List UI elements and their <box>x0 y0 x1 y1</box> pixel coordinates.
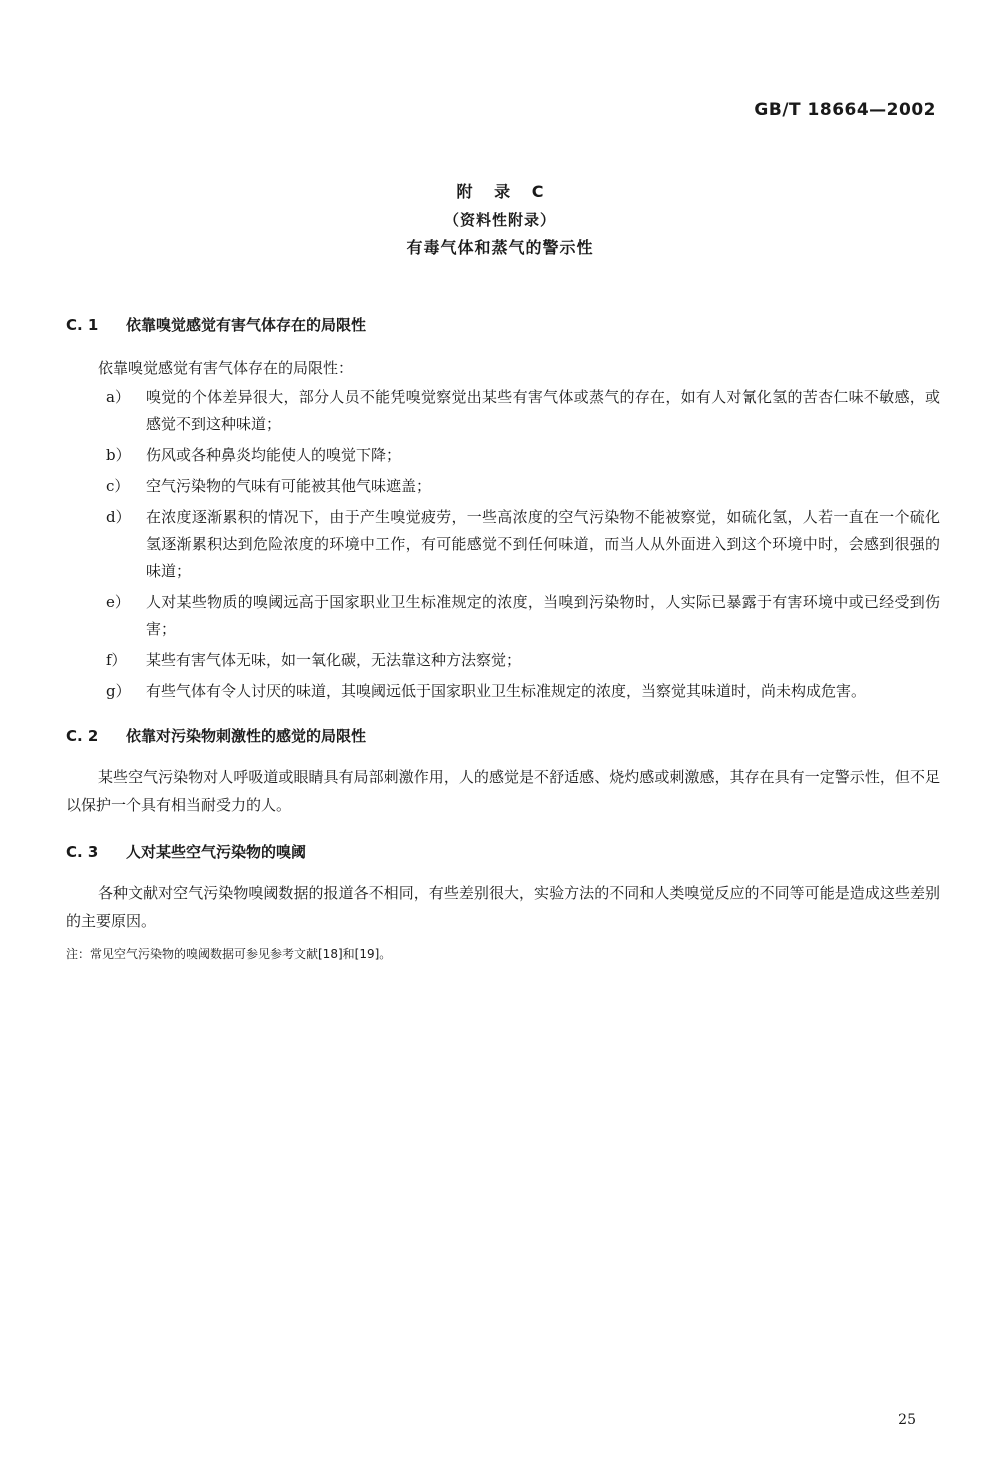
limitation-list <box>66 384 940 705</box>
annex-name: 有毒气体和蒸气的警示性 <box>406 238 594 257</box>
list-text: 伤风或各种鼻炎均能使人的嗅觉下降； <box>146 446 402 464</box>
section-title: 人对某些空气污染物的嗅阈 <box>126 843 307 861</box>
list-item <box>66 647 940 674</box>
section-number: C. 3 <box>66 843 99 861</box>
list-text: 嗅觉的个体差异很大，部分人员不能凭嗅觉察觉出某些有害气体或蒸气的存在，如有人对氰化氢的苦杏仁味不敏感，或感觉不到这种味道； <box>146 388 940 433</box>
list-marker: f） <box>106 651 127 669</box>
list-marker: e） <box>106 593 130 611</box>
section-note: 注：常见空气污染物的嗅阈数据可参见参考文献[18]和[19]。 <box>66 947 392 961</box>
section-title: 依靠对污染物刺激性的感觉的局限性 <box>126 727 367 745</box>
section-heading <box>66 839 940 865</box>
standard-code: GB/T 18664—2002 <box>754 100 936 120</box>
list-item <box>66 504 940 585</box>
list-item <box>66 442 940 469</box>
section-c2 <box>66 723 940 819</box>
section-body: 某些空气污染物对人呼吸道或眼睛具有局部刺激作用，人的感觉是不舒适感、烧灼感或刺激感，其存在具有一定警示性，但不足以保护一个具有相当耐受力的人。 <box>66 768 940 814</box>
list-marker: c） <box>106 477 130 495</box>
section-heading <box>66 312 940 338</box>
list-marker: a） <box>106 388 130 406</box>
list-marker: d） <box>106 508 131 526</box>
list-item <box>66 678 940 705</box>
list-text: 在浓度逐渐累积的情况下，由于产生嗅觉疲劳，一些高浓度的空气污染物不能被察觉，如硫化氢，人若一直在一个硫化氢逐渐累积达到危险浓度的环境中工作，有可能感觉不到任何味道，而当人从外面进入到这个环境中时，会感到很强的味道； <box>146 508 940 580</box>
document-body <box>66 312 940 965</box>
list-text: 空气污染物的气味有可能被其他气味遮盖； <box>146 477 432 495</box>
section-heading <box>66 723 940 749</box>
annex-title: 附 录 C <box>456 182 552 201</box>
section-title: 依靠嗅觉感觉有害气体存在的局限性 <box>126 316 367 334</box>
list-text: 人对某些物质的嗅阈远高于国家职业卫生标准规定的浓度，当嗅到污染物时，人实际已暴露于有害环境中或已经受到伤害； <box>146 593 940 638</box>
list-item <box>66 384 940 438</box>
section-intro: 依靠嗅觉感觉有害气体存在的局限性： <box>98 359 354 377</box>
list-item <box>66 473 940 500</box>
annex-header <box>0 178 1000 262</box>
annex-type: （资料性附录） <box>443 211 556 229</box>
page-number: 25 <box>898 1412 916 1428</box>
list-marker: g） <box>106 682 131 700</box>
list-marker: b） <box>106 446 131 464</box>
section-c1 <box>66 312 940 705</box>
section-c3 <box>66 839 940 965</box>
section-number: C. 1 <box>66 316 99 334</box>
section-number: C. 2 <box>66 727 99 745</box>
list-text: 某些有害气体无味，如一氧化碳，无法靠这种方法察觉； <box>146 651 522 669</box>
list-text: 有些气体有令人讨厌的味道，其嗅阈远低于国家职业卫生标准规定的浓度，当察觉其味道时，尚未构成危害。 <box>146 682 867 700</box>
section-body: 各种文献对空气污染物嗅阈数据的报道各不相同，有些差别很大，实验方法的不同和人类嗅觉反应的不同等可能是造成这些差别的主要原因。 <box>66 884 940 930</box>
list-item <box>66 589 940 643</box>
